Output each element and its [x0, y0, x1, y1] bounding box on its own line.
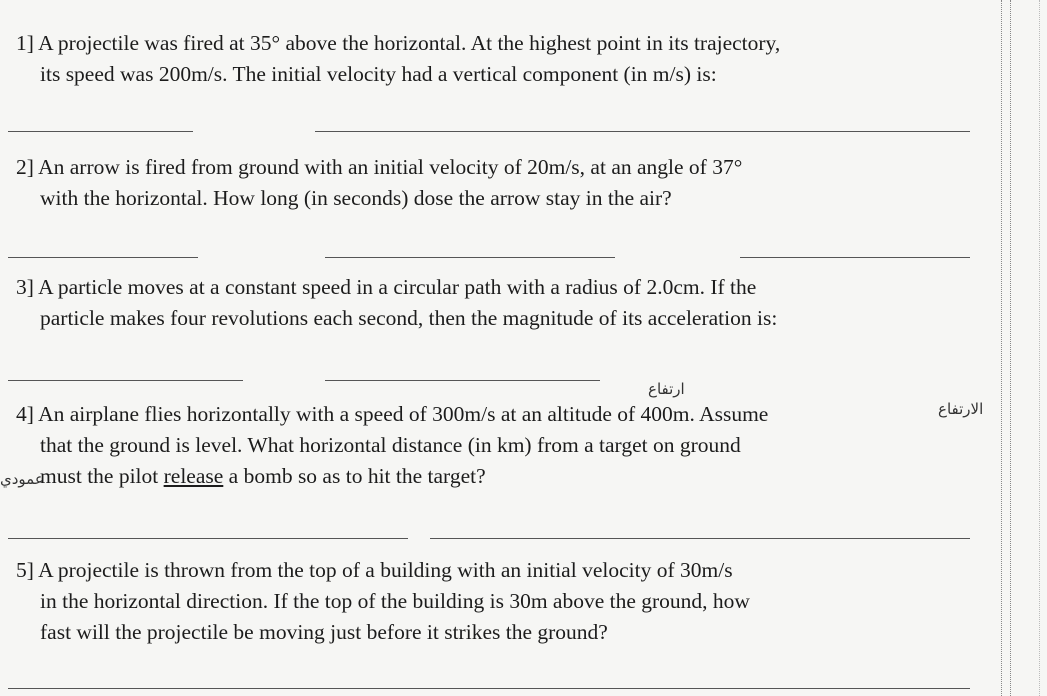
- answer-line: [8, 688, 970, 689]
- page-scan-edge: [1039, 0, 1043, 696]
- question-2-line-2: with the horizontal. How long (in seconds) dose the arrow stay in the air?: [40, 186, 672, 210]
- question-4-line-3-end: a bomb so as to hit the target?: [223, 464, 486, 488]
- answer-line: [740, 257, 970, 258]
- question-5-line-1: 5] A projectile is thrown from the top of a building with an initial velocity of 30m/s: [16, 558, 733, 582]
- question-4-underlined-word: release: [163, 464, 224, 488]
- question-5: [16, 555, 976, 648]
- margin-note: عمودي: [0, 470, 44, 488]
- question-3: [16, 272, 976, 334]
- question-3-line-1: 3] A particle moves at a constant speed in a circular path with a radius of 2.0cm. If the: [16, 275, 757, 299]
- answer-line: [8, 257, 198, 258]
- answer-line: [8, 131, 193, 132]
- answer-line: [8, 380, 243, 381]
- question-5-line-3: fast will the projectile be moving just before it strikes the ground?: [40, 620, 608, 644]
- answer-line: [315, 131, 970, 132]
- question-1-line-2: its speed was 200m/s. The initial velocity had a vertical component (in m/s) is:: [40, 62, 717, 86]
- question-4-line-2: that the ground is level. What horizontal distance (in km) from a target on ground: [40, 433, 741, 457]
- question-4-line-3: [16, 461, 976, 492]
- margin-note: الارتفاع: [938, 400, 984, 418]
- page-binding-edge: [1001, 0, 1011, 696]
- question-4-line-3-start: must the pilot: [40, 464, 164, 488]
- question-3-line-2: particle makes four revolutions each second, then the magnitude of its acceleration is:: [40, 306, 778, 330]
- question-4: [16, 399, 976, 492]
- margin-note: ارتفاع: [648, 380, 685, 398]
- question-2-line-1: 2] An arrow is fired from ground with an initial velocity of 20m/s, at an angle of 37°: [16, 155, 743, 179]
- answer-line: [430, 538, 970, 539]
- question-1: [16, 28, 976, 90]
- answer-line: [8, 538, 408, 539]
- answer-line: [325, 257, 615, 258]
- question-1-line-1: 1] A projectile was fired at 35° above the horizontal. At the highest point in its trajectory,: [16, 31, 781, 55]
- question-5-line-2: in the horizontal direction. If the top of the building is 30m above the ground, how: [40, 589, 750, 613]
- question-4-line-1: 4] An airplane flies horizontally with a speed of 300m/s at an altitude of 400m. Assume: [16, 402, 769, 426]
- answer-line: [325, 380, 600, 381]
- question-2: [16, 152, 976, 214]
